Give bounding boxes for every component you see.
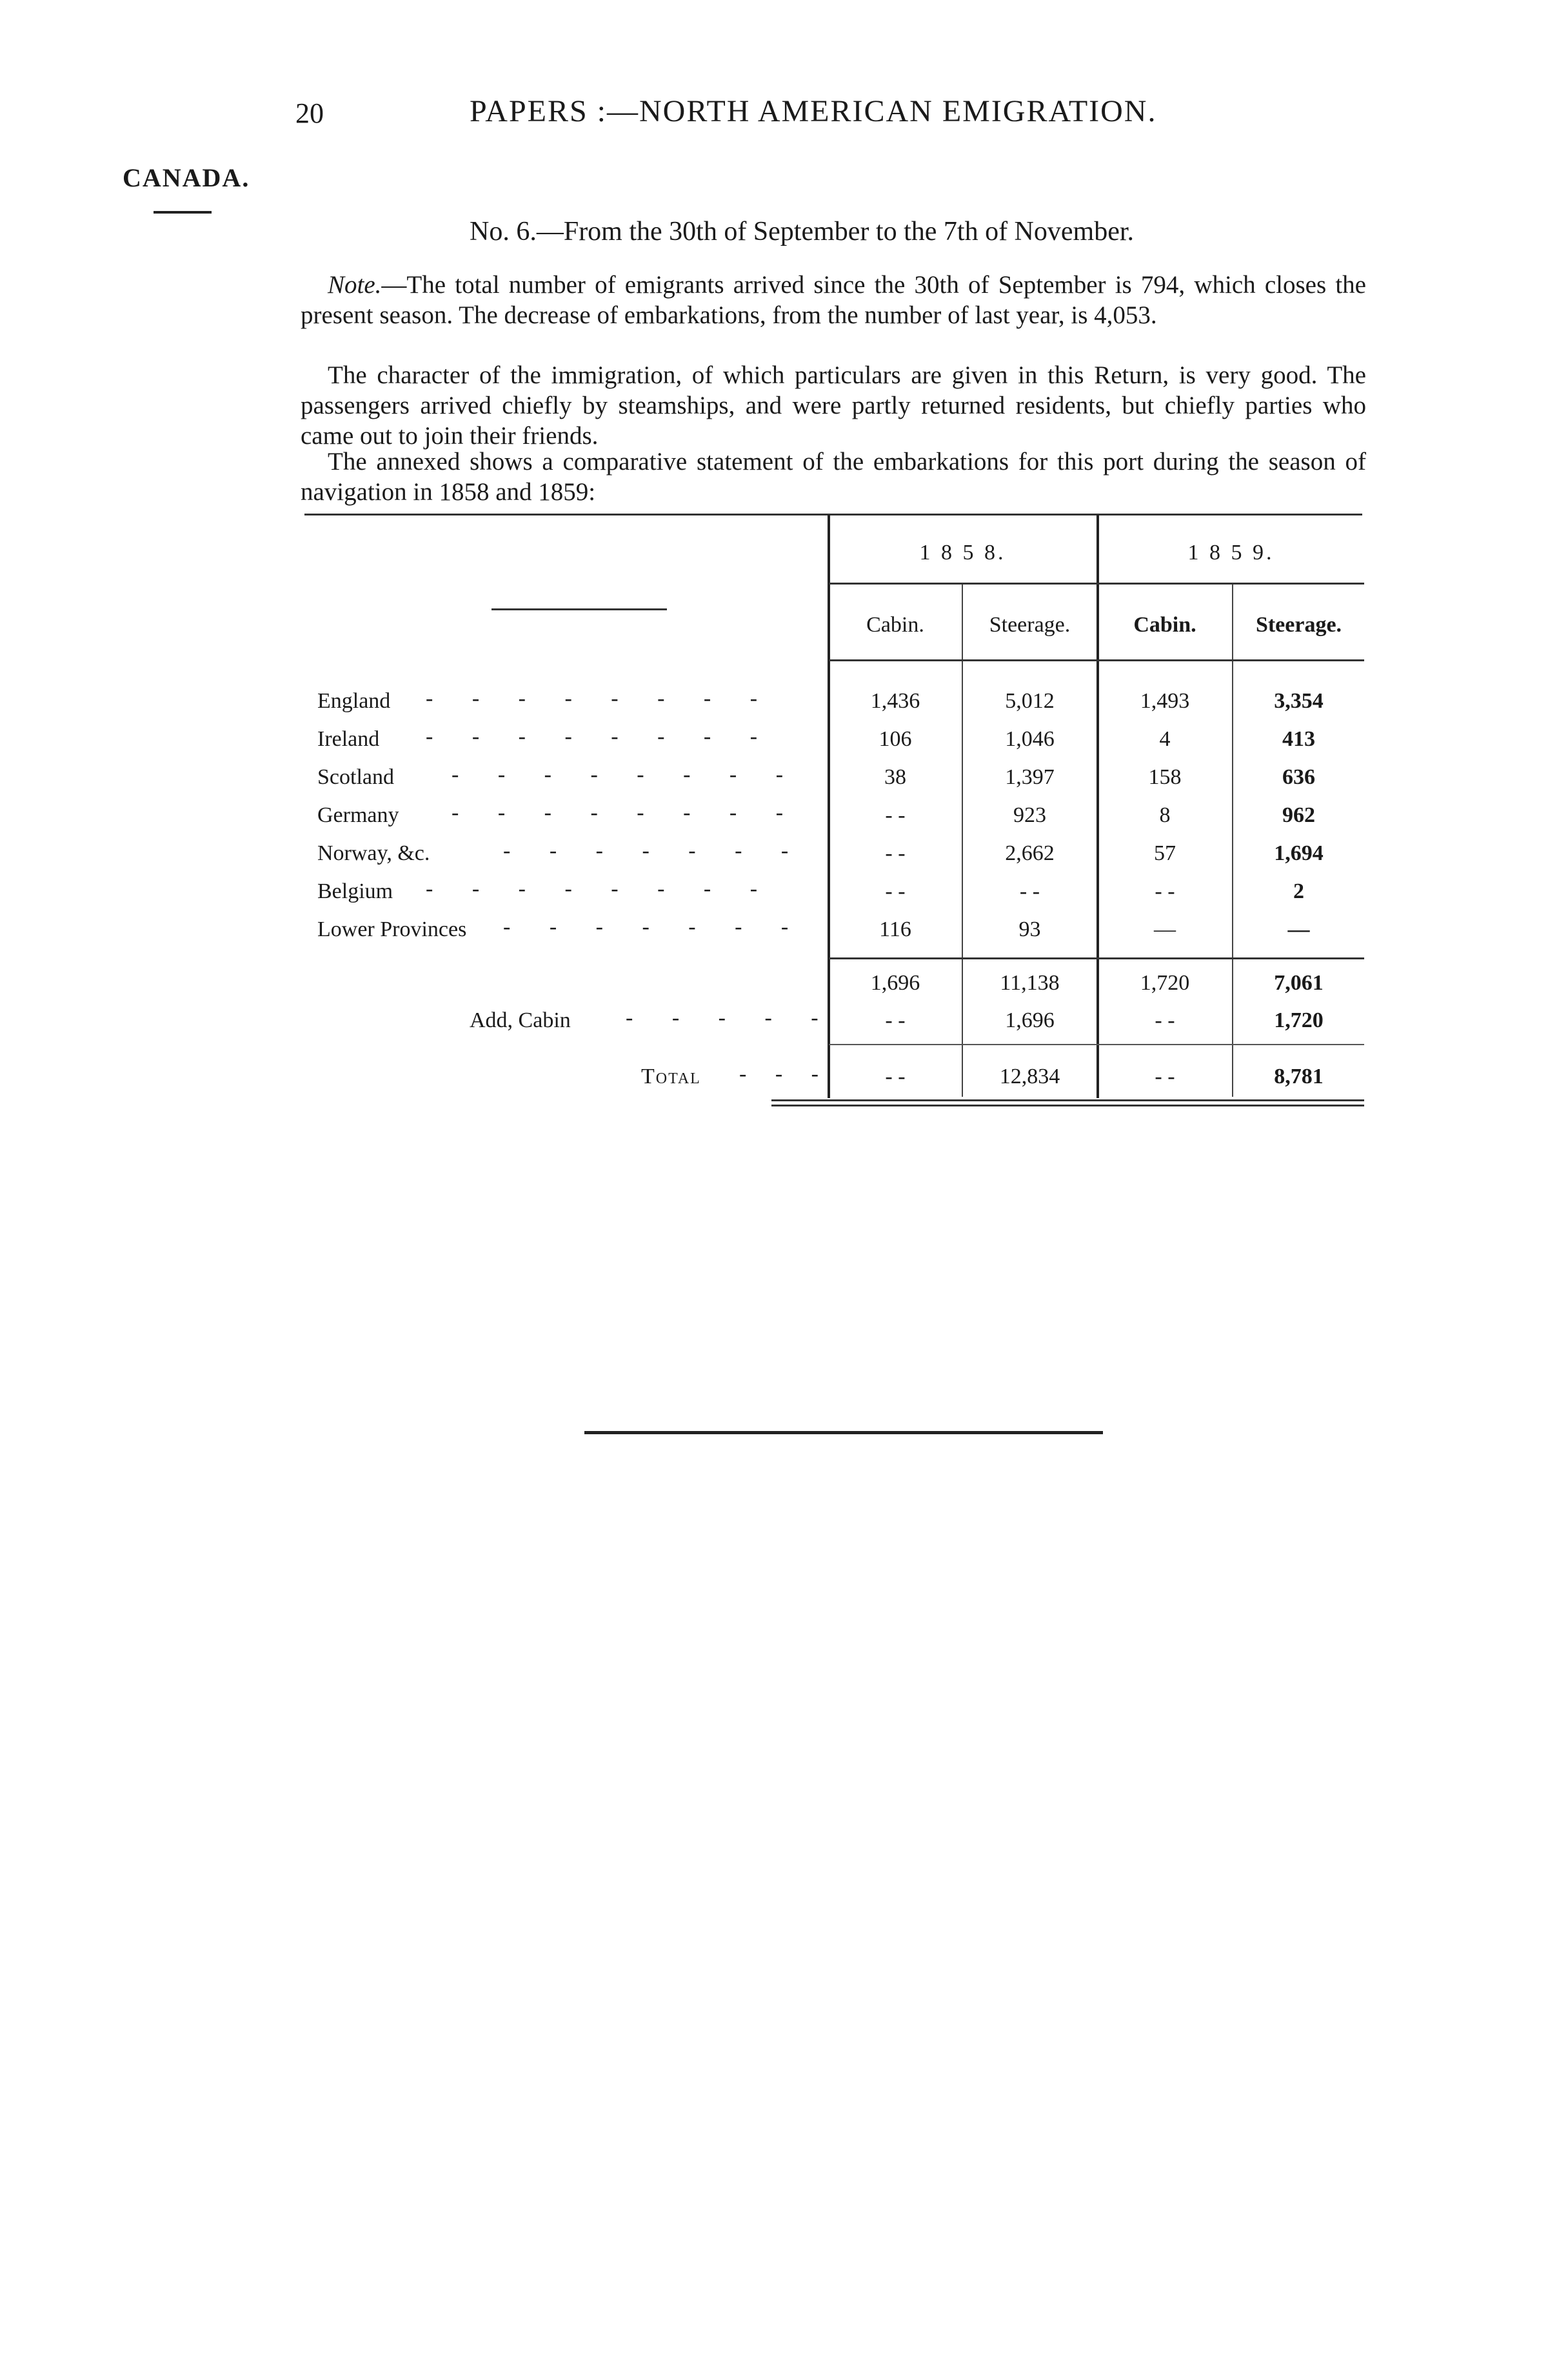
cell-cabin-1859: 1,493 [1140,689,1190,713]
leader-dots: - - - - - - - - [426,686,775,710]
row-label: Germany [317,803,399,827]
cell-cabin-1859: - - [1155,879,1175,903]
subtotal-steerage-1858: 11,138 [1000,971,1060,995]
subtotal-cabin-1858: 1,696 [870,971,920,995]
cell-cabin-1859: 8 [1159,803,1171,827]
total-cabin-1859: - - [1155,1065,1175,1088]
comparison-paragraph: The annexed shows a comparative statement of the embarkations for this port during the season of navigation in 1858 and 1859: [301,448,1366,506]
note-text: —The total number of emigrants arrived since the 30th of September is 794, which closes the present season. The decrease of embarkations, from the number of last year, is 4,053. [301,271,1366,329]
add-cabin-steerage-1858: 1,696 [1005,1008,1055,1032]
total-cabin-1858: - - [885,1065,906,1088]
cell-steerage-1858: 93 [1018,917,1041,941]
section-heading: No. 6.—From the 30th of September to the 7th of November. [470,217,1135,246]
subtotal-rule [829,957,1364,959]
cell-cabin-1858: - - [885,803,906,827]
cell-steerage-1859: 2 [1293,879,1304,903]
total-rule [829,1044,1364,1045]
total-label: Total [641,1065,701,1088]
note-lead: Note. [328,271,382,299]
leader-dots: - - - - - - - - [426,725,775,748]
subtotal-steerage-1859: 7,061 [1274,971,1324,995]
leader-dots: - - - - - - - [503,915,806,939]
row-label: Lower Provinces [317,917,467,941]
table-bottom-rule-1 [771,1099,1364,1101]
add-cabin-cabin-1858: - - [885,1008,906,1032]
row-label: Scotland [317,765,394,789]
cell-cabin-1859: — [1154,917,1176,941]
year-header-rule [829,583,1364,585]
year-header-1858: 1 8 5 8. [919,541,1006,565]
cell-cabin-1858: 106 [878,727,912,751]
cell-steerage-1858: 1,046 [1005,727,1055,751]
cell-steerage-1859: 413 [1282,727,1315,751]
add-cabin-cabin-1859: - - [1155,1008,1175,1032]
stub-header-rule [491,608,667,610]
leader-dots: - - - - - [626,1006,835,1030]
cell-steerage-1859: — [1287,917,1310,941]
row-label: England [317,689,391,713]
cell-cabin-1858: - - [885,841,906,865]
cell-steerage-1858: - - [1019,879,1040,903]
cell-cabin-1859: 4 [1159,727,1171,751]
row-label: Belgium [317,879,393,903]
total-steerage-1858: 12,834 [999,1065,1060,1088]
row-label: Ireland [317,727,380,751]
cell-cabin-1859: 57 [1154,841,1176,865]
sub-header-steerage-1858: Steerage. [989,613,1071,637]
sub-header-steerage-1859: Steerage. [1255,613,1342,637]
sub-header-cabin-1858: Cabin. [866,613,924,637]
sub-header-cabin-1859: Cabin. [1133,613,1196,637]
cell-cabin-1858: 116 [879,917,911,941]
cell-cabin-1858: - - [885,879,906,903]
year-header-1859: 1 8 5 9. [1187,541,1275,565]
cell-steerage-1859: 636 [1282,765,1315,789]
note-paragraph [301,270,1366,330]
cell-steerage-1859: 1,694 [1274,841,1324,865]
table-bottom-rule-2 [771,1105,1364,1106]
total-steerage-1859: 8,781 [1274,1065,1324,1088]
subtotal-cabin-1859: 1,720 [1140,971,1190,995]
row-label: Norway, &c. [317,841,430,865]
add-cabin-steerage-1859: 1,720 [1274,1008,1324,1032]
add-cabin-label: Add, Cabin [470,1008,571,1032]
leader-dots: - - - - - - - - [426,877,775,901]
cell-steerage-1858: 1,397 [1005,765,1055,789]
cell-cabin-1858: 38 [884,765,906,789]
cell-steerage-1858: 923 [1013,803,1046,827]
side-label-rule [154,211,212,214]
end-rule [584,1431,1103,1434]
cell-steerage-1858: 2,662 [1005,841,1055,865]
cell-cabin-1858: 1,436 [870,689,920,713]
leader-dots: - - - - - - - [503,839,806,863]
side-label: CANADA. [123,163,250,192]
page-number: 20 [295,97,324,129]
cell-cabin-1859: 158 [1148,765,1182,789]
leader-dots: - - - [739,1062,830,1086]
cell-steerage-1858: 5,012 [1005,689,1055,713]
character-paragraph: The character of the immigration, of which particulars are given in this Return, is very good. The passengers arrived chiefly by steamships, and were partly returned residents, but chiefly parties who came out to join their friends. [301,361,1366,450]
running-head: PAPERS :—NORTH AMERICAN EMIGRATION. [470,94,1157,128]
table-top-rule [304,514,1362,515]
sub-header-rule [829,659,1364,661]
leader-dots: - - - - - - - - [452,763,800,786]
leader-dots: - - - - - - - - [452,801,800,825]
cell-steerage-1859: 962 [1282,803,1315,827]
cell-steerage-1859: 3,354 [1274,689,1324,713]
